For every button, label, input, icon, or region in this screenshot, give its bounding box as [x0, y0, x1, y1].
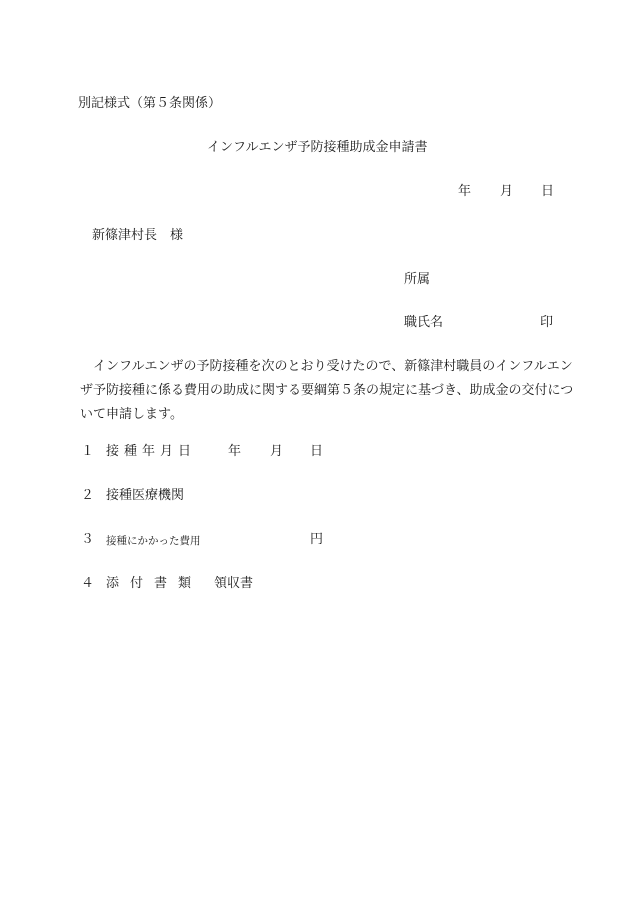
item-date-month: 月	[270, 444, 284, 459]
item-number: ４	[81, 576, 95, 591]
form-label: 別記様式（第５条関係）	[78, 96, 222, 111]
item-label: 接種医療機関	[106, 488, 185, 503]
item-unit-yen: 円	[310, 532, 324, 547]
item-number: １	[81, 444, 95, 459]
name-label: 職氏名	[404, 315, 444, 330]
item-value: 領収書	[214, 576, 254, 591]
item-label: 接種年月日	[106, 444, 197, 459]
item-number: ２	[81, 488, 95, 503]
affiliation-label: 所属	[404, 272, 431, 287]
body-paragraph: インフルエンザの予防接種を次のとおり受けたので、新篠津村職員のインフルエンザ予防接種に係る費用の助成に関する要綱第５条の規定に基づき、助成金の交付について申請します。	[80, 359, 574, 422]
item-label: 接種にかかった費用	[106, 535, 201, 547]
date-day-label: 日	[541, 184, 555, 199]
item-date-year: 年	[228, 444, 242, 459]
item-date-day: 日	[310, 444, 324, 459]
date-year-label: 年	[458, 184, 472, 199]
item-label: 添付書類	[106, 576, 203, 591]
seal-label: 印	[540, 315, 554, 330]
item-number: ３	[81, 532, 95, 547]
document-title: インフルエンザ予防接種助成金申請書	[207, 140, 428, 155]
addressee: 新篠津村長 様	[92, 228, 184, 243]
date-month-label: 月	[500, 184, 514, 199]
